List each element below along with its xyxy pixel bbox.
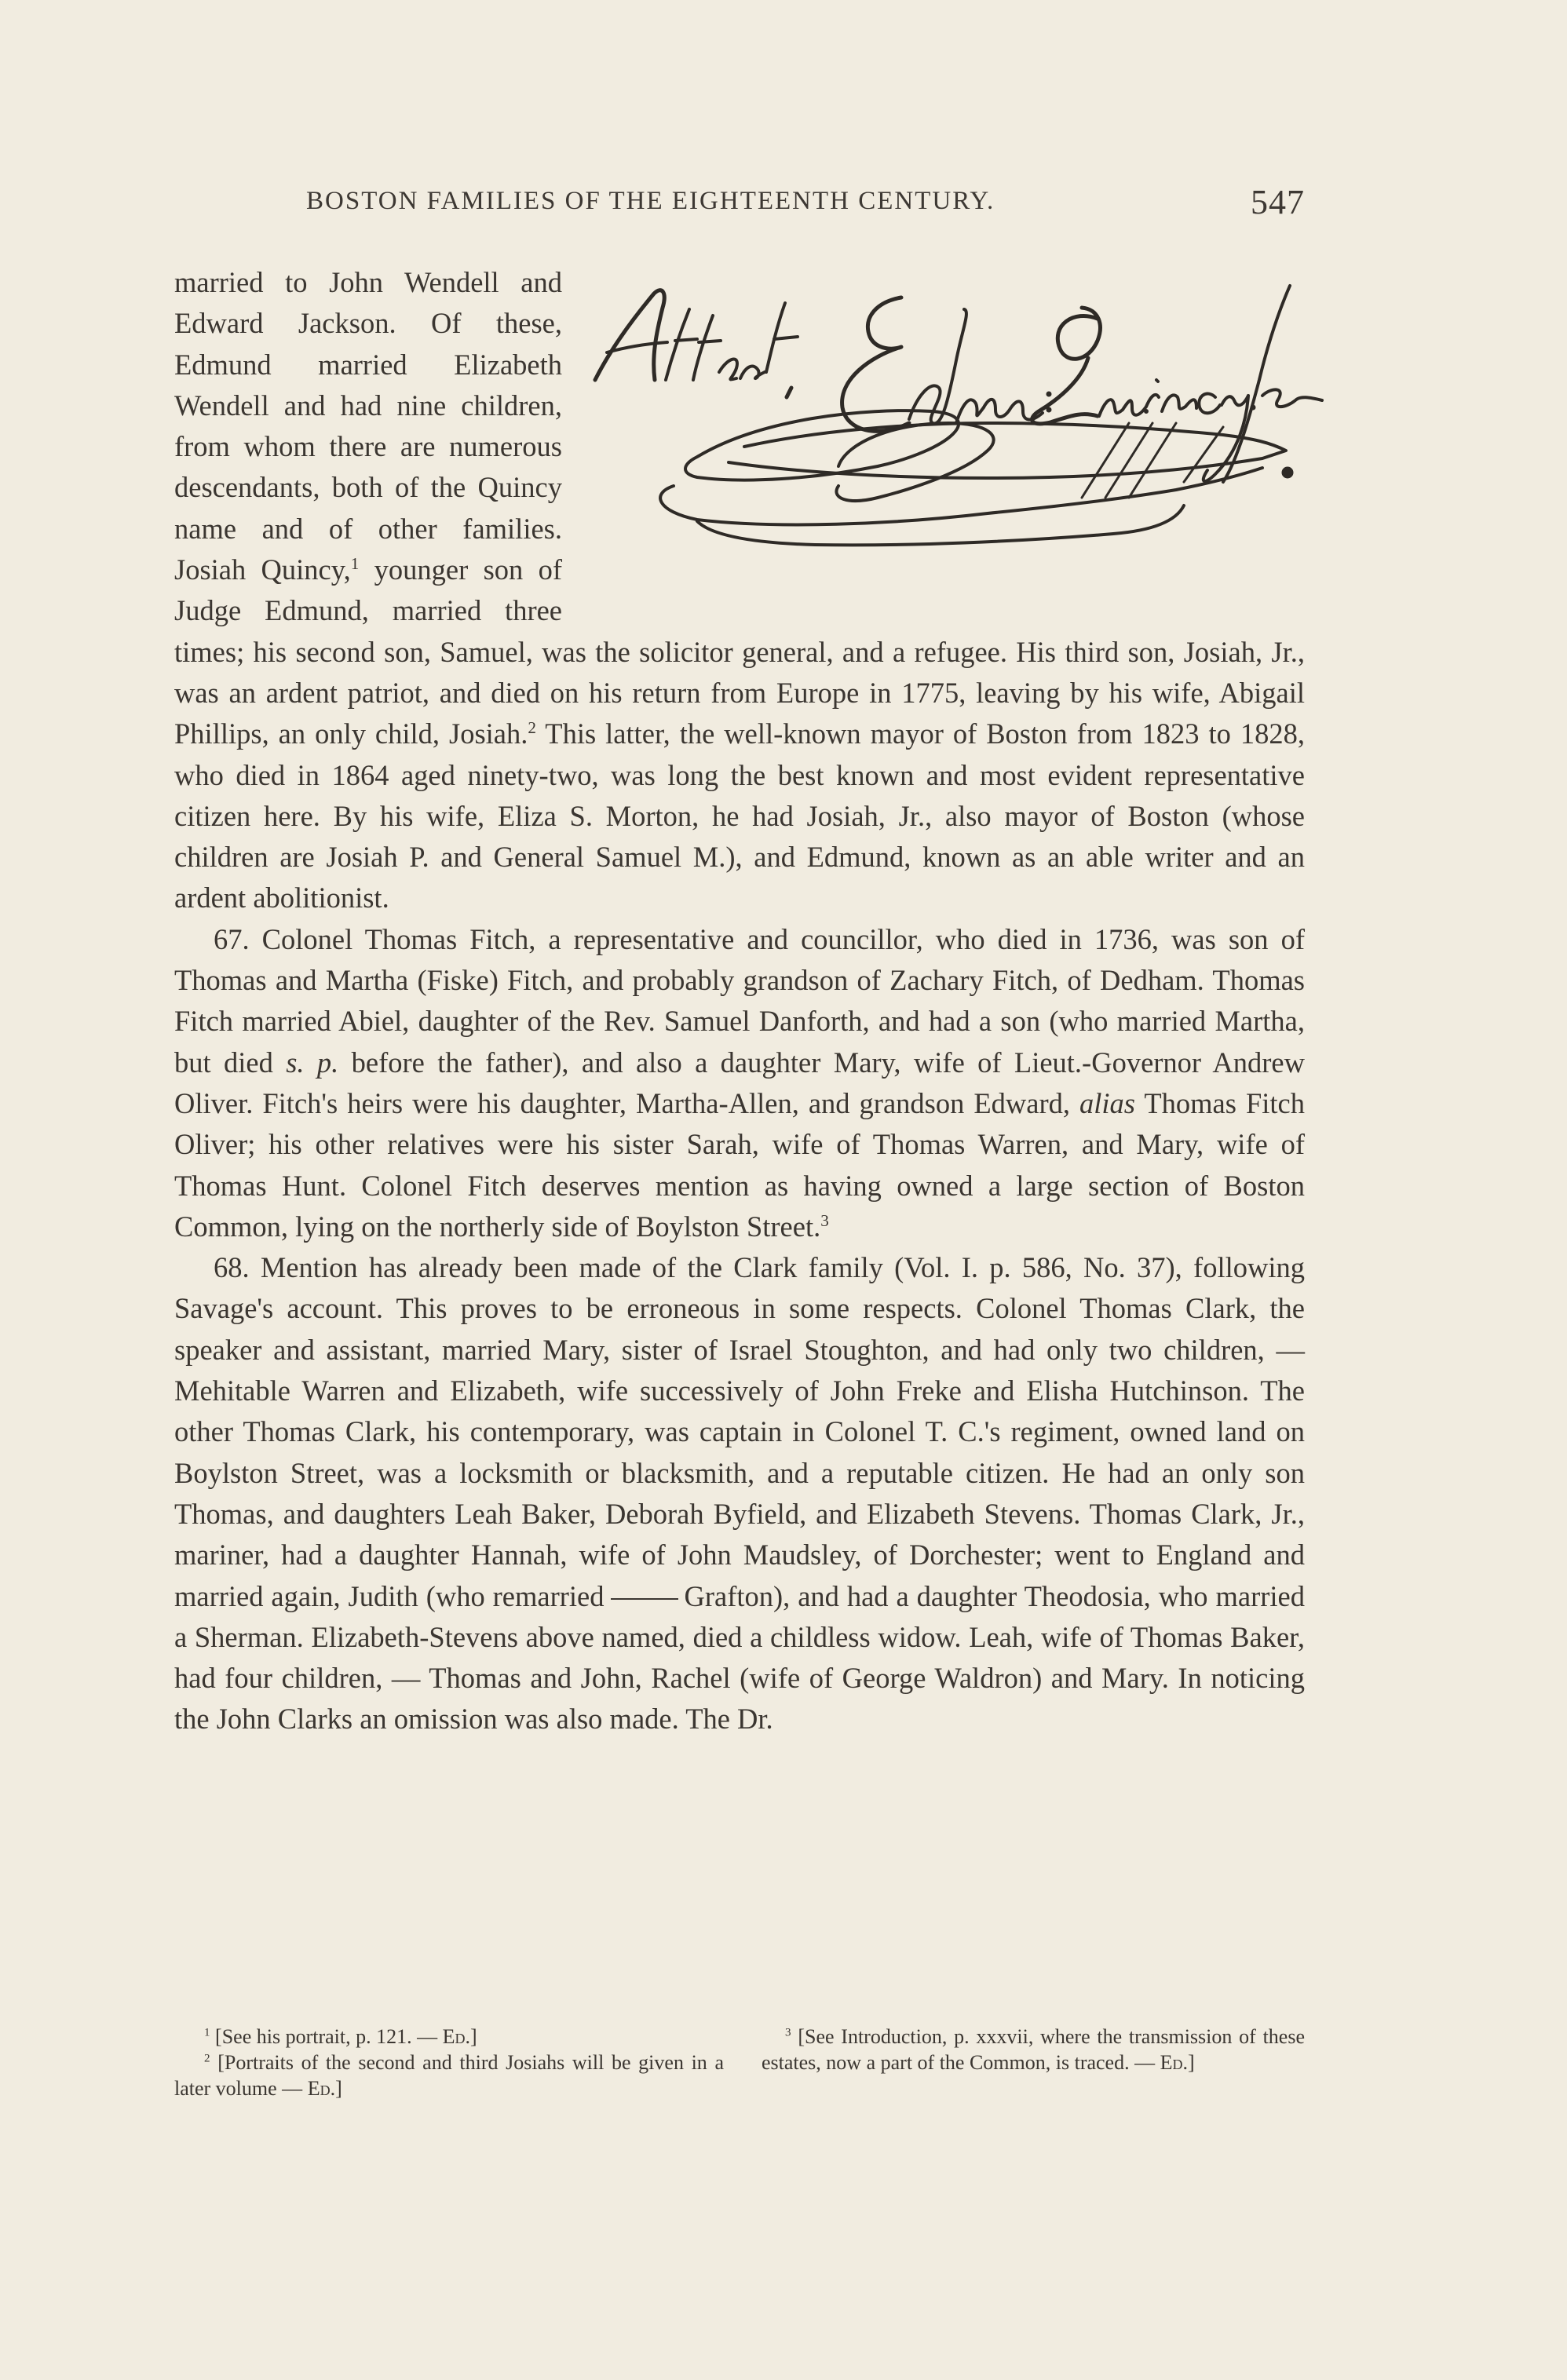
signature-image <box>579 262 1327 631</box>
paragraph-quincy: married to John Wendell and Edward Jackson. Of these, Edmund married Elizabeth Wendell and had nine children, from whom there are numerous descendants, both of the Quincy name and of other families. Josiah Quincy,$^1$ younger son of Judge Edmund, married three times; his second son, Samuel, was the solicitor general, and a refugee. His third son, Josiah, Jr., was an ardent patriot, and died on his return from Europe in 1775, leaving by his wife, Abigail Phillips, an only child, Josiah.$^2$ This latter, the well-known mayor of Boston from 1823 to 1828, who died in 1864 aged ninety-two, was long the best known and most evident representative citizen here. By his wife, Eliza S. Morton, he had Josiah, Jr., also mayor of Boston (whose children are Josiah P. and General Samuel M.), and Edmund, known as an able writer and an ardent abolitionist. <box>174 262 1305 919</box>
footnote-ref-3: 3 <box>820 1210 829 1230</box>
paragraph-clark: 68. Mention has already been made of the Clark family (Vol. I. p. 586, No. 37), following Savage's account. This proves to be erroneous in some respects. Colonel Thomas Clark, the speaker and assistant, married Mary, sister of Israel Stoughton, and had only two children, — Mehitable Warren and Elizabeth, wife successively of John Freke and Elisha Hutchinson. The other Thomas Clark, his contemporary, was captain in Colonel T. C.'s regiment, owned land on Boylston Street, was a locksmith or blacksmith, and a reputable citizen. He had an only son Thomas, and daughters Leah Baker, Deborah Byfield, and Elizabeth Stevens. Thomas Clark, Jr., mariner, had a daughter Hannah, wife of John Maudsley, of Dorchester; went to England and married again, Judith (who remarried Grafton), and had a daughter Theodosia, who married a Sherman. Elizabeth-Stevens above named, died a childless widow. Leah, wife of Thomas Baker, had four children, — Thomas and John, Rachel (wife of George Waldron) and Mary. In noticing the John Clarks an omission was also made. The Dr. <box>174 1251 1305 1736</box>
footnote-ref-1: 1 <box>350 553 360 573</box>
body-text <box>174 262 1305 1740</box>
footnote-1: $^1$ [See his portrait, p. 121. — Ed.] <box>204 2025 477 2048</box>
footnote-2: $^2$ [Portraits of the second and third Josiahs will be given in a later volume — Ed.] <box>174 2051 724 2100</box>
signature-figure <box>579 262 1327 631</box>
running-title: BOSTON FAMILIES OF THE EIGHTEENTH CENTURY. <box>306 187 995 215</box>
page-number: 547 <box>1251 183 1305 221</box>
footnote-3: $^3$ [See Introduction, p. xxxvii, where the transmission of these estates, now a part of the Common, is traced. — Ed.] <box>762 2025 1306 2074</box>
footnote-ref-2: 2 <box>528 718 536 738</box>
paragraph-fitch: 67. Colonel Thomas Fitch, a representative and councillor, who died in 1736, was son of Thomas and Martha (Fiske) Fitch, and probably grandson of Zachary Fitch, of Dedham. Thomas Fitch married Abiel, daughter of the Rev. Samuel Danforth, and had a son (who married Martha, but died s. p. before the father), and also a daughter Mary, wife of Lieut.-Governor Andrew Oliver. Fitch's heirs were his daughter, Martha-Allen, and grandson Edward, alias Thomas Fitch Oliver; his other relatives were his sister Sarah, wife of Thomas Warren, and Mary, wife of Thomas Hunt. Colonel Fitch deserves mention as having owned a large section of Boston Common, lying on the northerly side of Boylston Street.$^3$ <box>174 922 1305 1243</box>
blank-rule <box>611 1598 678 1600</box>
footnotes-right-column <box>762 2024 1305 2075</box>
footnotes-left-column <box>174 2024 724 2101</box>
